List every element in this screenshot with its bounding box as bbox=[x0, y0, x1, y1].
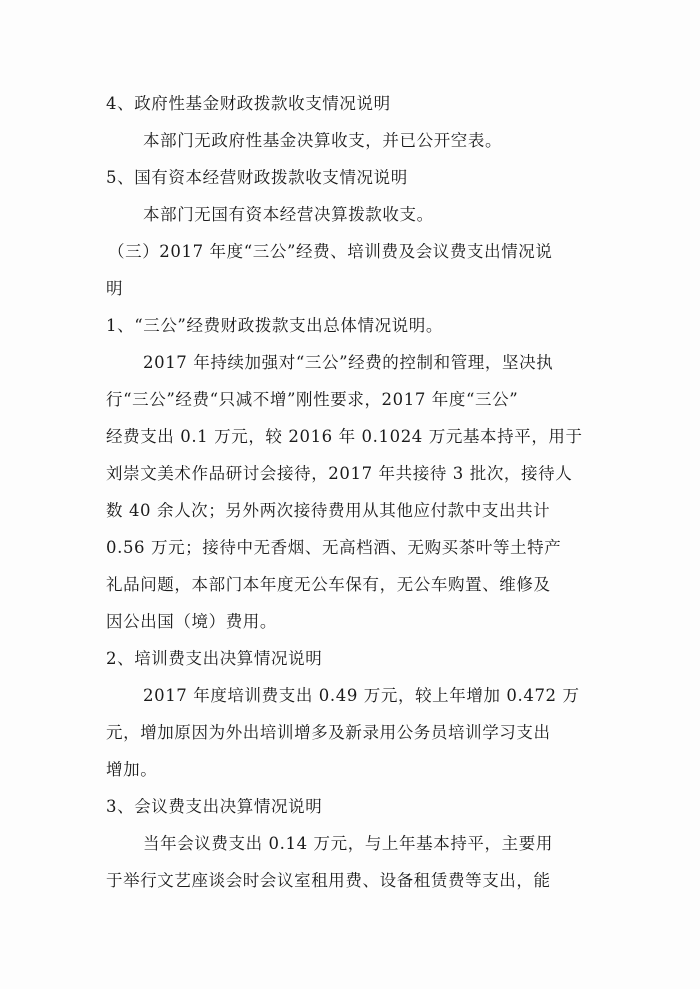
subheading-1: 1、“三公”经费财政拨款支出总体情况说明。 bbox=[106, 316, 443, 335]
paragraph-5: 本部门无国有资本经营决算拨款收支。 bbox=[143, 205, 434, 224]
paragraph-2-line-2: 元，增加原因为外出培训增多及新录用公务员培训学习支出 bbox=[106, 723, 551, 742]
paragraph-2-line-1: 2017 年度培训费支出 0.49 万元，较上年增加 0.472 万 bbox=[143, 686, 580, 705]
subheading-2: 2、培训费支出决算情况说明 bbox=[106, 649, 323, 668]
paragraph-2-line-3: 增加。 bbox=[106, 760, 158, 779]
subheading-3: 3、会议费支出决算情况说明 bbox=[106, 797, 323, 816]
section-heading-4: 4、政府性基金财政拨款收支情况说明 bbox=[106, 94, 391, 113]
paragraph-3-line-2: 于举行文艺座谈会时会议室租用费、设备租赁费等支出，能 bbox=[106, 871, 551, 890]
paragraph-1-line-7: 礼品问题，本部门本年度无公车保有，无公车购置、维修及 bbox=[106, 575, 551, 594]
section-heading-3-line-2: 明 bbox=[106, 279, 124, 298]
section-heading-5: 5、国有资本经营财政拨款收支情况说明 bbox=[106, 168, 408, 187]
paragraph-1-line-5: 数 40 余人次；另外两次接待费用从其他应付款中支出共计 bbox=[106, 501, 551, 520]
paragraph-1-line-1: 2017 年持续加强对“三公”经费的控制和管理，坚决执 bbox=[143, 353, 554, 372]
paragraph-3-line-1: 当年会议费支出 0.14 万元，与上年基本持平，主要用 bbox=[143, 834, 553, 853]
paragraph-1-line-8: 因公出国（境）费用。 bbox=[106, 612, 277, 631]
paragraph-1-line-2: 行“三公”经费“只减不增”刚性要求，2017 年度“三公” bbox=[106, 390, 519, 409]
paragraph-4: 本部门无政府性基金决算收支，并已公开空表。 bbox=[143, 131, 503, 150]
paragraph-1-line-4: 刘崇文美术作品研讨会接待，2017 年共接待 3 批次，接待人 bbox=[106, 464, 573, 483]
section-heading-3-line-1: （三）2017 年度“三公”经费、培训费及会议费支出情况说 bbox=[108, 242, 553, 261]
paragraph-1-line-6: 0.56 万元；接待中无香烟、无高档酒、无购买茶叶等土特产 bbox=[106, 538, 562, 557]
paragraph-1-line-3: 经费支出 0.1 万元，较 2016 年 0.1024 万元基本持平，用于 bbox=[106, 427, 583, 446]
